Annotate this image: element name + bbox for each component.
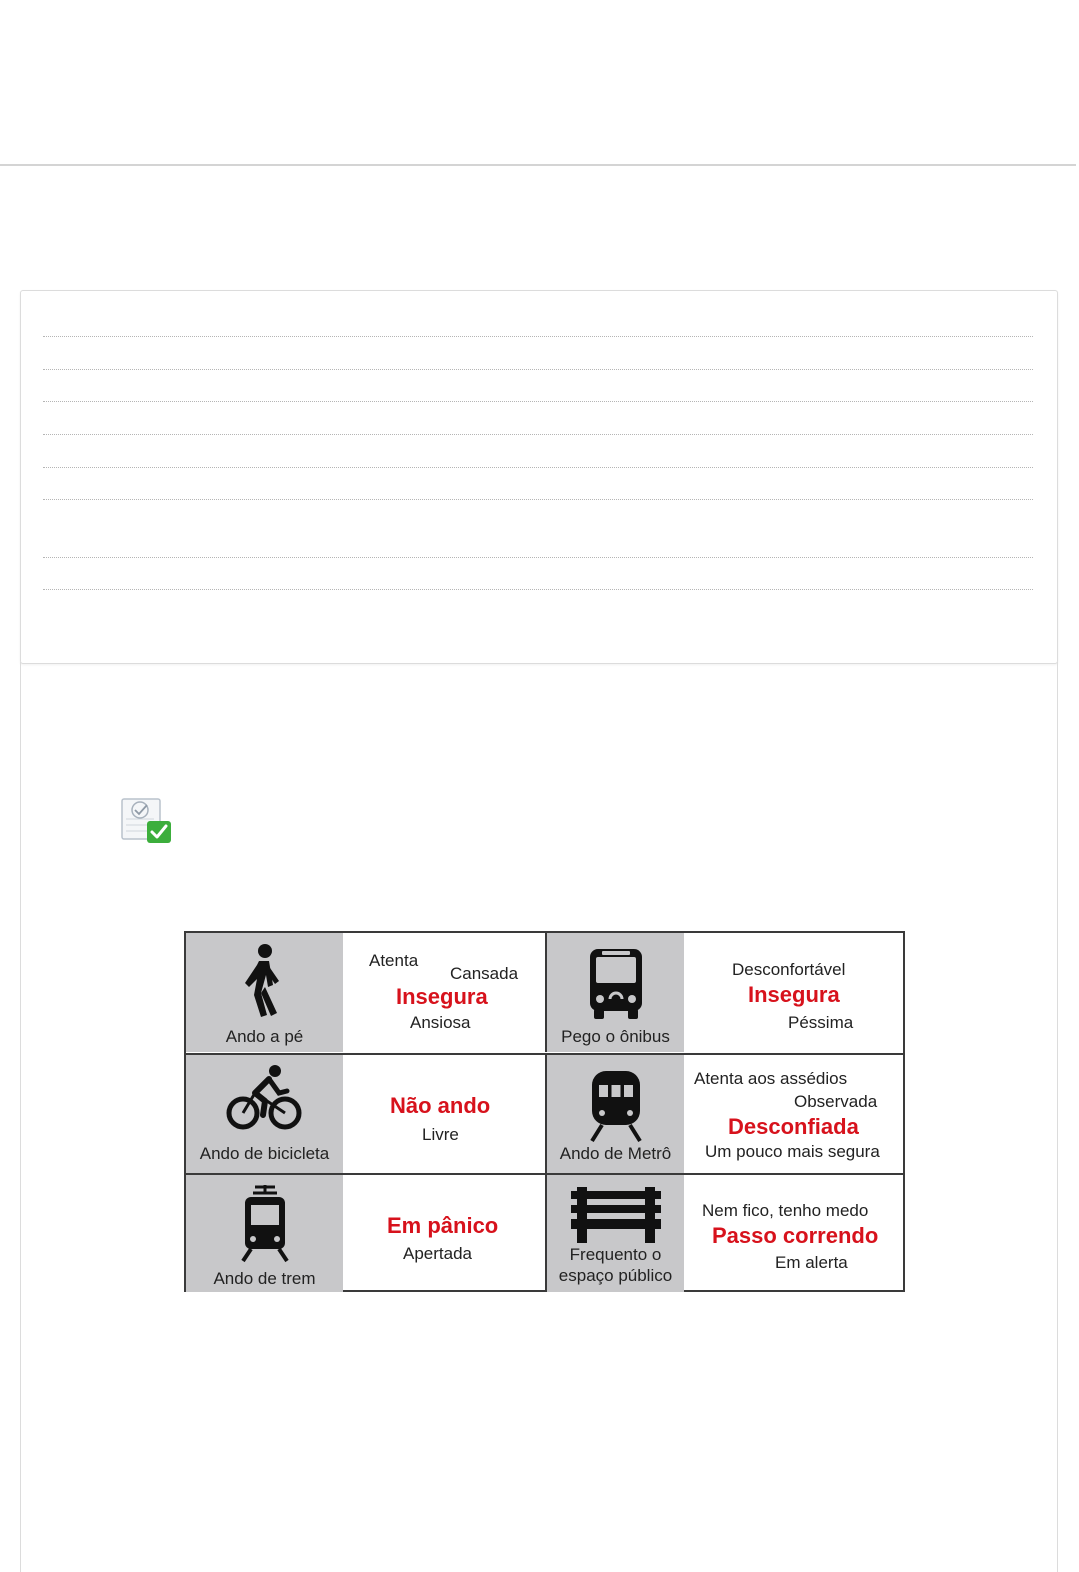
feeling-word: Em alerta [775,1253,848,1272]
mode-label: Ando de trem [213,1269,316,1288]
answer-line [43,589,1033,590]
feelings-cell [684,1055,903,1174]
transport-feelings-table [184,931,905,1292]
feeling-word: Cansada [450,964,519,983]
answer-line [43,557,1033,558]
icon-cell [186,933,343,1052]
feeling-word: Desconfortável [732,960,846,979]
mode-label: Frequento o [569,1245,662,1264]
bus-icon [586,945,646,1025]
table-row [186,933,903,1052]
answer-line [43,401,1033,402]
icon-cell [186,1175,343,1292]
icon-cell [547,1175,684,1292]
checklist-check-icon [120,795,174,845]
table-row [186,1173,903,1292]
header-divider [0,164,1076,166]
cyclist-icon [225,1063,305,1137]
feelings-cell [684,933,903,1052]
bench-icon [571,1185,661,1245]
answer-line [43,467,1033,468]
icon-cell [547,1055,684,1174]
walking-person-icon [235,941,295,1021]
tram-icon [237,1183,293,1263]
feeling-word: Atenta aos assédios [694,1069,848,1088]
feeling-word: Um pouco mais segura [705,1142,880,1161]
table-row [186,1053,903,1174]
feeling-word: Nem fico, tenho medo [702,1201,869,1220]
answer-line [43,434,1033,435]
mode-label: Ando de Metrô [559,1144,672,1163]
answer-line [43,369,1033,370]
feeling-word-emphasis: Em pânico [387,1213,499,1238]
feeling-word-emphasis: Desconfiada [728,1114,859,1139]
mode-label: Ando a pé [225,1027,304,1046]
feelings-cell [343,933,545,1052]
feeling-word: Péssima [788,1013,854,1032]
feeling-word: Observada [794,1092,878,1111]
metro-train-icon [586,1067,646,1143]
feeling-word-emphasis: Insegura [396,984,488,1009]
mode-label: Pego o ônibus [561,1027,670,1046]
feeling-word-emphasis: Não ando [390,1093,491,1118]
feelings-cell [684,1175,903,1292]
feeling-word-emphasis: Insegura [748,982,840,1007]
feelings-cell [343,1055,545,1174]
answer-box[interactable] [20,290,1058,664]
feelings-cell [343,1175,545,1292]
feeling-word-emphasis: Passo correndo [712,1223,879,1248]
feeling-word: Atenta [369,951,419,970]
feeling-word: Livre [422,1125,459,1144]
feeling-word: Ansiosa [410,1013,471,1032]
feeling-word: Apertada [403,1244,472,1263]
answer-line [43,336,1033,337]
icon-cell [547,933,684,1052]
mode-label: espaço público [558,1266,673,1285]
icon-cell [186,1055,343,1174]
mode-label: Ando de bicicleta [199,1144,330,1163]
answer-line [43,499,1033,500]
